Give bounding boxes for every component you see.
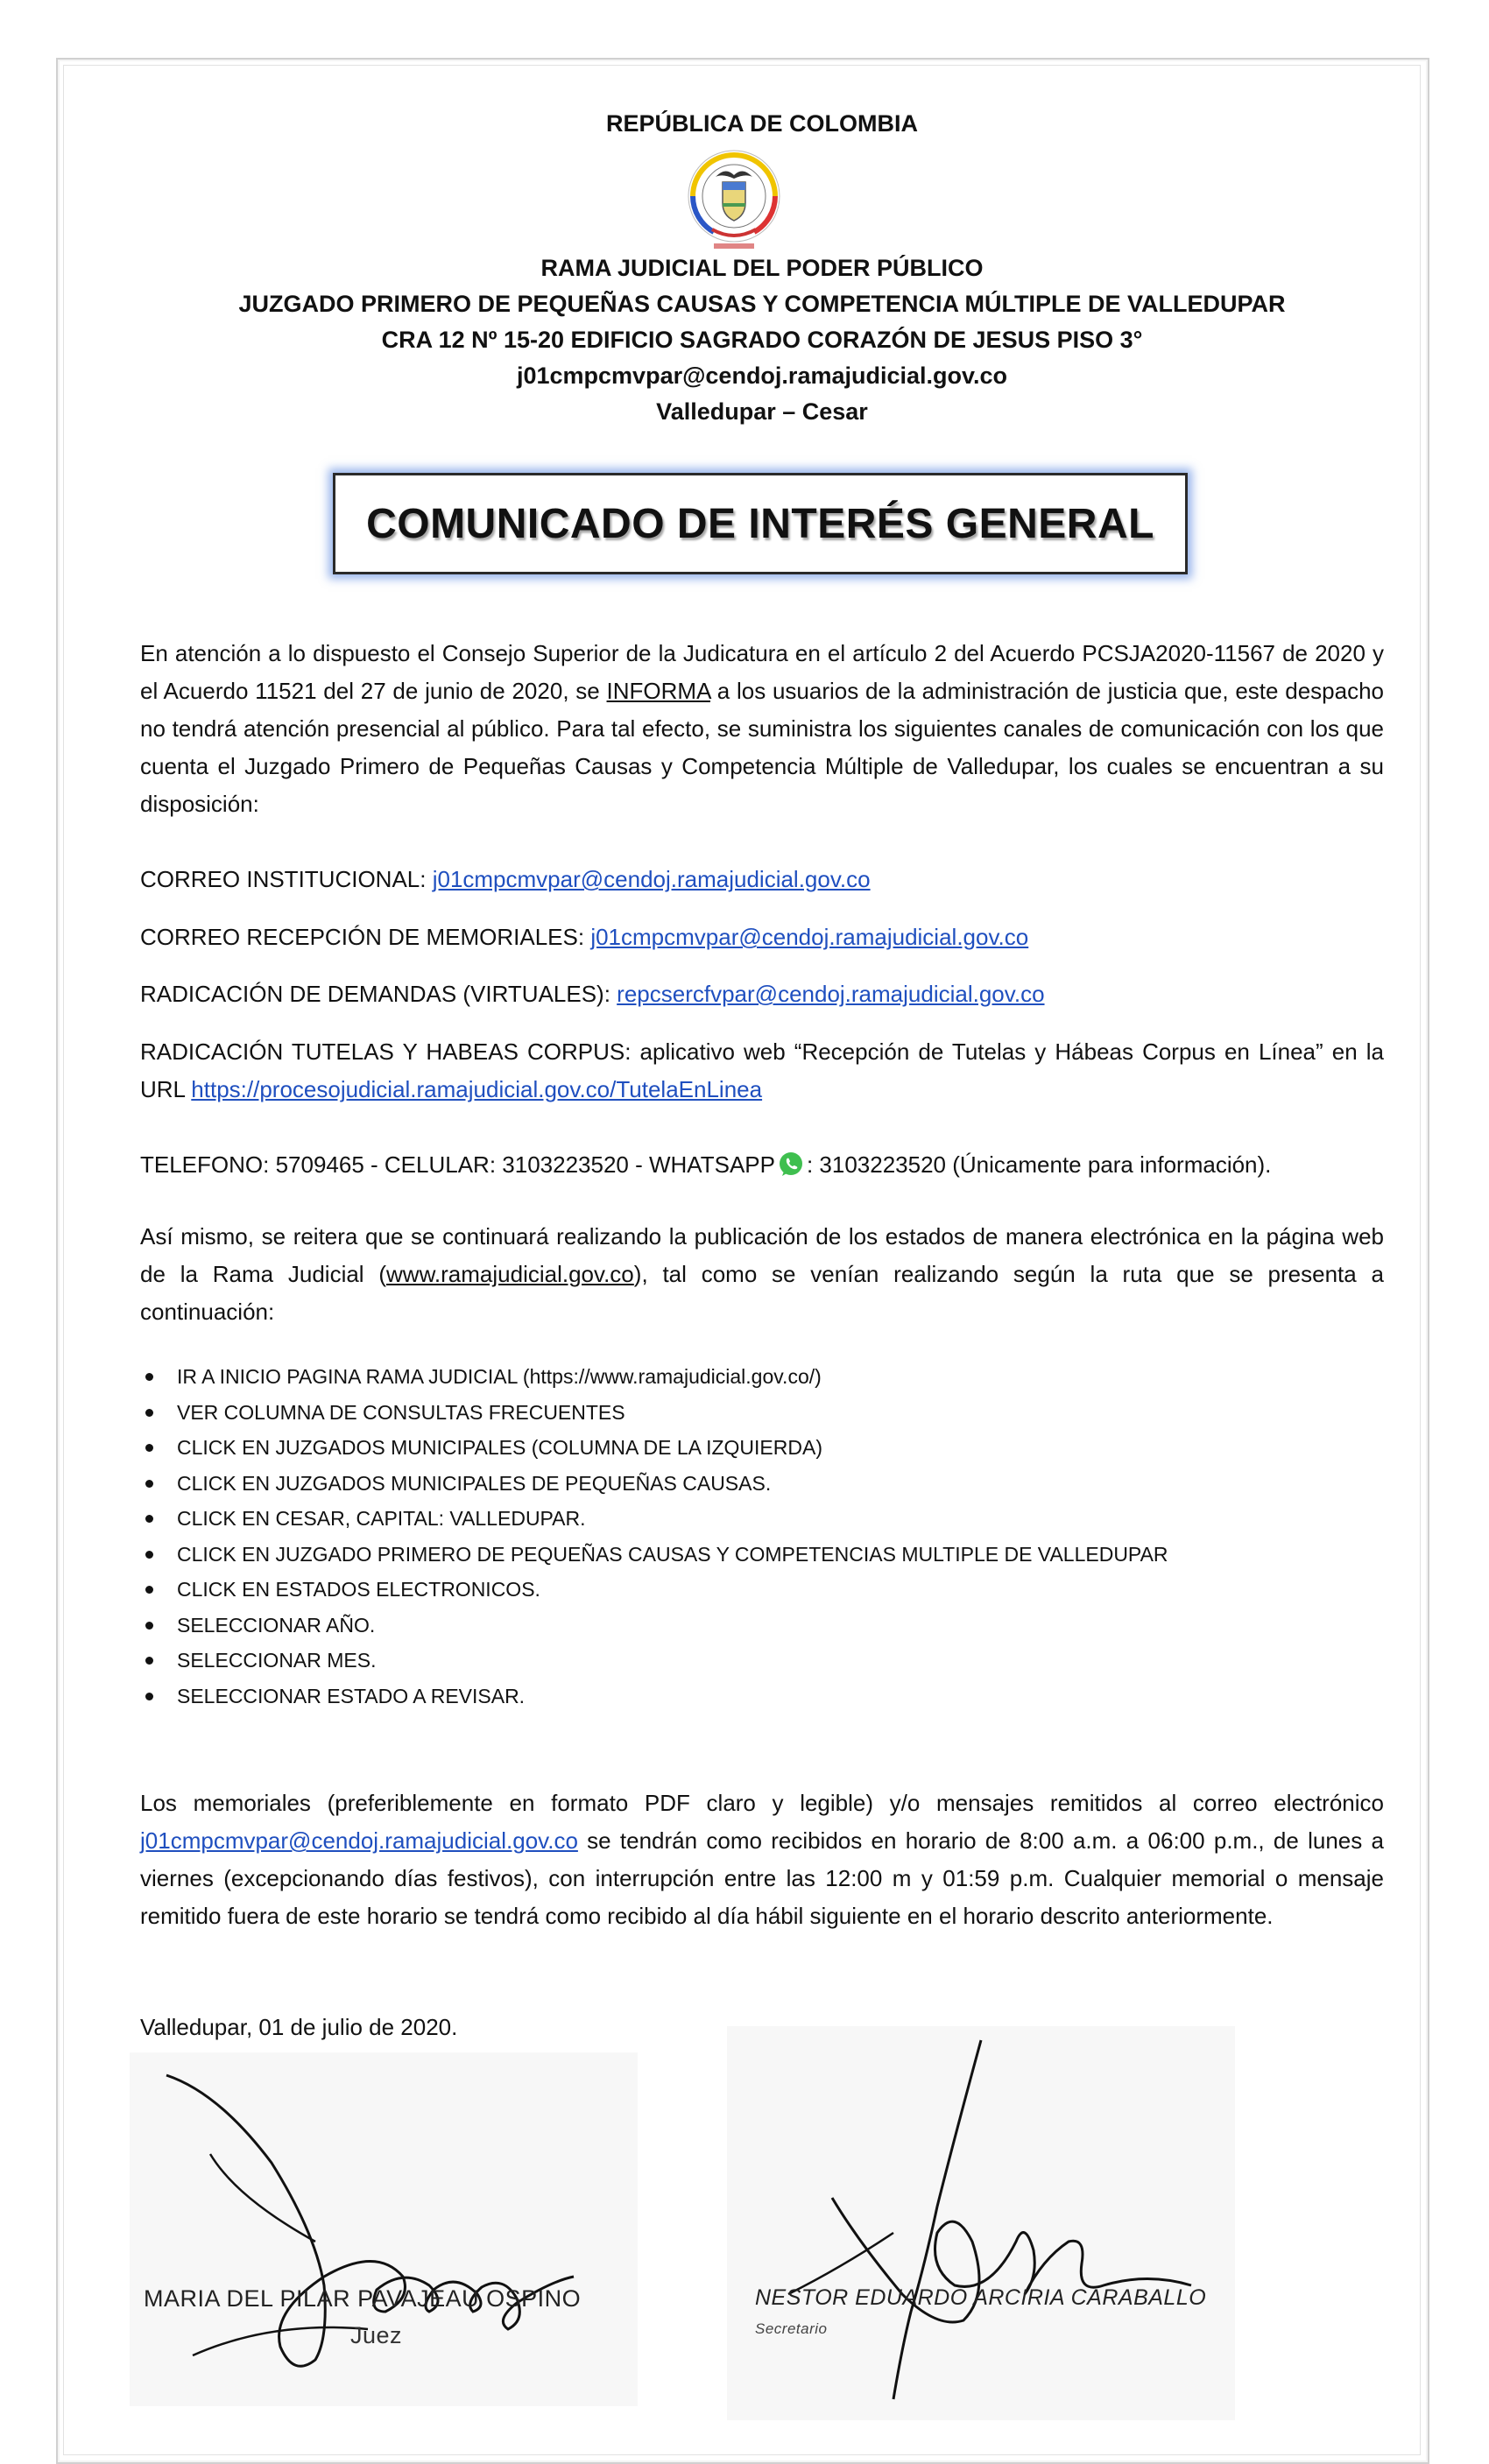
list-item: CLICK EN CESAR, CAPITAL: VALLEDUPAR. xyxy=(140,1501,1384,1537)
list-item: VER COLUMNA DE CONSULTAS FRECUENTES xyxy=(140,1395,1384,1431)
memoriales-text-after: se tendrán como recibidos en horario de 8:00 a.m. a 06:00 p.m., de lunes a viernes (excepcionando días festivos), con interrupción entre las 12:00 m y 01:59 p.m. Cualquier memorial o mensaje remitido fuera de este horario se tendrá como recibido al día hábil siguiente en el horario descrito anteriormente. xyxy=(140,1827,1384,1929)
memoriales-paragraph xyxy=(140,1785,1384,1935)
channel-telefono xyxy=(140,1146,1384,1184)
correo-institucional-link[interactable]: j01cmpcmvpar@cendoj.ramajudicial.gov.co xyxy=(432,866,871,892)
list-item: CLICK EN JUZGADOS MUNICIPALES DE PEQUEÑAS CAUSAS. xyxy=(140,1466,1384,1502)
country-title: REPÚBLICA DE COLOMBIA xyxy=(606,110,918,137)
header-country xyxy=(140,106,1384,142)
court-address: CRA 12 Nº 15-20 EDIFICIO SAGRADO CORAZÓN DE JESUS PISO 3° xyxy=(381,327,1143,353)
channel-label: RADICACIÓN TUTELAS Y HABEAS CORPUS: aplicativo web “Recepción de Tutelas y Hábeas Corpus en Línea” en la URL xyxy=(140,1038,1384,1102)
mismo-text-before: Así mismo, se reitera que se continuará realizando la publicación de los estados de manera electrónica en la página web de la Rama Judicial ( xyxy=(140,1223,1384,1287)
mismo-text-after: ), tal como se venían realizando según la ruta que se presenta a continuación: xyxy=(140,1261,1384,1325)
channel-label: CORREO RECEPCIÓN DE MEMORIALES: xyxy=(140,924,591,950)
channel-radicacion-demandas xyxy=(140,975,1384,1013)
correo-memoriales-link[interactable]: j01cmpcmvpar@cendoj.ramajudicial.gov.co xyxy=(590,924,1029,950)
channel-label: CORREO INSTITUCIONAL: xyxy=(140,866,433,892)
publication-paragraph xyxy=(140,1218,1384,1331)
intro-emphasis: INFORMA xyxy=(606,678,710,704)
channel-correo-memoriales xyxy=(140,919,1384,956)
court-city: Valledupar – Cesar xyxy=(656,398,868,425)
document-date: Valledupar, 01 de julio de 2020. xyxy=(140,2014,458,2040)
secretary-role: Secretario xyxy=(755,2320,828,2337)
list-item: SELECCIONAR MES. xyxy=(140,1643,1384,1679)
branch-title: RAMA JUDICIAL DEL PODER PÚBLICO xyxy=(540,255,984,281)
header-block xyxy=(140,250,1384,430)
radicacion-demandas-link[interactable]: repcsercfvpar@cendoj.ramajudicial.gov.co xyxy=(617,981,1045,1007)
memoriales-email-link[interactable]: j01cmpcmvpar@cendoj.ramajudicial.gov.co xyxy=(140,1827,578,1854)
list-item: IR A INICIO PAGINA RAMA JUDICIAL (https://www.ramajudicial.gov.co/) xyxy=(140,1359,1384,1395)
channel-correo-institucional xyxy=(140,861,1384,898)
judge-role: Juez xyxy=(350,2322,403,2348)
court-email: j01cmpcmvpar@cendoj.ramajudicial.gov.co xyxy=(516,363,1008,389)
list-item: CLICK EN ESTADOS ELECTRONICOS. xyxy=(140,1572,1384,1608)
steps-list xyxy=(140,1359,1384,1714)
list-item: CLICK EN JUZGADO PRIMERO DE PEQUEÑAS CAUSAS Y COMPETENCIAS MULTIPLE DE VALLEDUPAR xyxy=(140,1537,1384,1573)
secretary-signature-icon xyxy=(736,2031,1226,2417)
whatsapp-number-text: : 3103223520 (Únicamente para información). xyxy=(806,1151,1272,1178)
memoriales-text-before: Los memoriales (preferiblemente en formato PDF claro y legible) y/o mensajes remitidos al correo electrónico xyxy=(140,1790,1384,1816)
whatsapp-icon xyxy=(777,1151,805,1179)
list-item: CLICK EN JUZGADOS MUNICIPALES (COLUMNA DE LA IZQUIERDA) xyxy=(140,1430,1384,1466)
rama-judicial-seal-icon xyxy=(677,144,791,257)
tutela-en-linea-link[interactable]: https://procesojudicial.ramajudicial.gov.co/TutelaEnLinea xyxy=(191,1076,763,1102)
title-box xyxy=(333,473,1188,574)
document-title: COMUNICADO DE INTERÉS GENERAL xyxy=(366,500,1154,547)
intro-text-after: a los usuarios de la administración de justicia que, este despacho no tendrá atención presencial al público. Para tal efecto, se suministra los siguientes canales de comunicación con los que cuenta el Juzgado Primero de Pequeñas Causas y Competencia Múltiple de Valledupar, los cuales se encuentran a su disposición: xyxy=(140,678,1384,817)
telefono-text: TELEFONO: 5709465 - CELULAR: 3103223520 - WHATSAPP xyxy=(140,1151,775,1178)
court-title: JUZGADO PRIMERO DE PEQUEÑAS CAUSAS Y COMPETENCIA MÚLTIPLE DE VALLEDUPAR xyxy=(238,291,1286,317)
judge-name: MARIA DEL PILAR PAVAJEAU OSPINO xyxy=(144,2285,582,2312)
rama-judicial-link[interactable]: www.ramajudicial.gov.co xyxy=(386,1261,634,1287)
channel-tutelas xyxy=(140,1033,1384,1109)
list-item: SELECCIONAR ESTADO A REVISAR. xyxy=(140,1679,1384,1714)
channel-label: RADICACIÓN DE DEMANDAS (VIRTUALES): xyxy=(140,981,617,1007)
secretary-name: NESTOR EDUARDO ARCIRIA CARABALLO xyxy=(755,2285,1207,2310)
intro-paragraph xyxy=(140,635,1384,823)
list-item: SELECCIONAR AÑO. xyxy=(140,1608,1384,1644)
intro-text-before: En atención a lo dispuesto el Consejo Superior de la Judicatura en el artículo 2 del Acuerdo PCSJA2020-11567 de 2020 y el Acuerdo 11521 del 27 de junio de 2020, se xyxy=(140,640,1384,704)
